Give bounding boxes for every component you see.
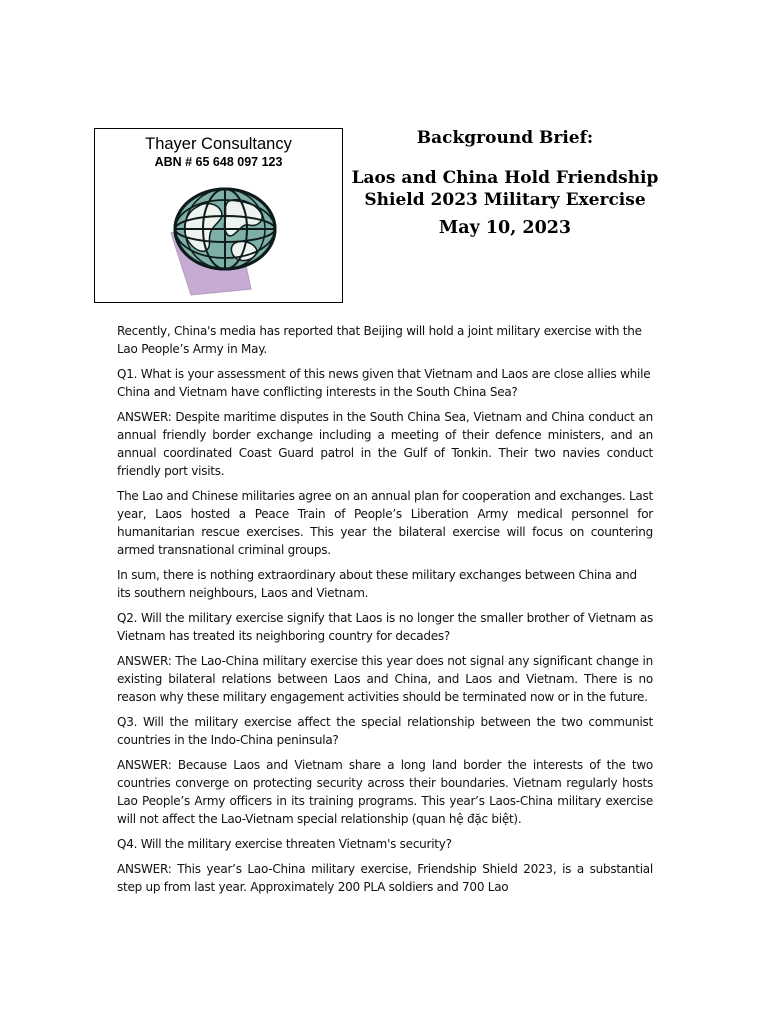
question-4: Q4. Will the military exercise threaten Vietnam's security? xyxy=(117,837,452,851)
paragraph-summary: In sum, there is nothing extraordinary about these military exchanges between China and its southern neighbours, Laos and Vietnam. xyxy=(117,568,637,600)
question-1: Q1. What is your assessment of this news given that Vietnam and Laos are close allies while China and Vietnam have conflicting interests in the South China Sea? xyxy=(117,367,651,399)
question-2: Q2. Will the military exercise signify that Laos is no longer the smaller brother of Vietnam as Vietnam has treated its neighboring country for decades? xyxy=(117,611,653,643)
globe-icon xyxy=(165,185,285,297)
question-3: Q3. Will the military exercise affect the special relationship between the two communist countries in the Indo-China peninsula? xyxy=(117,715,653,747)
answer-1: ANSWER: Despite maritime disputes in the South China Sea, Vietnam and China conduct an annual friendly border exchange including a meeting of their defence ministers, and an annual coordinated Coast Guard patrol in the Gulf of Tonkin. Their two navies conduct friendly port visits. xyxy=(117,410,653,478)
paragraph-cooperation: The Lao and Chinese militaries agree on an annual plan for cooperation and exchanges. Last year, Laos hosted a Peace Train of People’s Liberation Army medical personnel for humanitarian rescue exercises. This year the bilateral exercise will focus on countering armed transnational criminal groups. xyxy=(117,489,653,557)
document-date: May 10, 2023 xyxy=(438,218,572,238)
title-line-1: Laos and China Hold Friendship xyxy=(351,168,659,188)
paragraph-intro: Recently, China's media has reported that Beijing will hold a joint military exercise with the Lao People’s Army in May. xyxy=(117,324,642,356)
company-name: Thayer Consultancy xyxy=(145,135,292,153)
brief-label: Background Brief: xyxy=(416,128,594,148)
company-logo-box xyxy=(94,128,343,303)
document-body xyxy=(117,322,653,903)
answer-4: ANSWER: This year’s Lao-China military exercise, Friendship Shield 2023, is a substantial step up from last year. Approximately 200 PLA soldiers and 700 Lao xyxy=(117,862,653,894)
document-title xyxy=(348,167,662,211)
answer-3: ANSWER: Because Laos and Vietnam share a long land border the interests of the two countries converge on protecting security across their boundaries. Vietnam regularly hosts Lao People’s Army officers in its training programs. This year’s Laos-China military exercise will not affect the Lao-Vietnam special relationship (quan hệ đặc biệt). xyxy=(117,758,653,826)
company-abn: ABN # 65 648 097 123 xyxy=(154,155,283,169)
title-line-2: Shield 2023 Military Exercise xyxy=(364,190,646,210)
answer-2: ANSWER: The Lao-China military exercise this year does not signal any significant change in existing bilateral relations between Laos and China, and Laos and Vietnam. There is no reason why these military engagement activities should be terminated now or in the future. xyxy=(117,654,653,704)
